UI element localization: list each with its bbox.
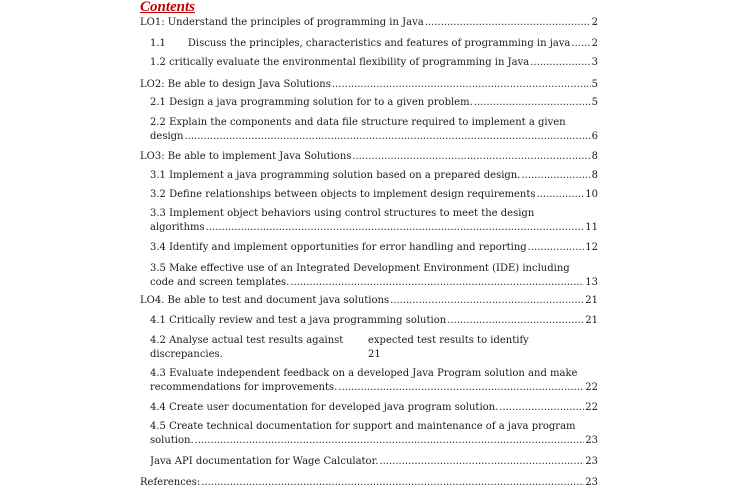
- toc-entry-text: 2.1 Design a java programming solution for to a given problem.: [150, 97, 473, 108]
- toc-entry-text: 3.3 Implement object behaviors using control structures to meet the design: [150, 208, 535, 219]
- toc-entry-text: 4.5 Create technical documentation for support and maintenance of a java program: [150, 421, 576, 432]
- toc-entry-text: 3.2 Define relationships between objects to implement design requirements: [150, 189, 536, 200]
- toc-leader: [474, 96, 591, 110]
- toc-entry-3-5-line2[interactable]: [150, 276, 598, 290]
- toc-entry-text: References:: [140, 477, 201, 488]
- toc-leader: [447, 314, 584, 328]
- toc-entry-lo1[interactable]: [140, 16, 598, 30]
- toc-leader: [537, 188, 585, 202]
- toc-leader: [185, 130, 591, 144]
- toc-page-number: 2: [591, 38, 598, 49]
- toc-leader: [390, 294, 584, 308]
- toc-entry-2-1[interactable]: [150, 96, 598, 110]
- toc-entry-text: algorithms: [150, 222, 205, 233]
- toc-page-number: 23: [585, 456, 598, 467]
- toc-entry-4-1[interactable]: [150, 314, 598, 328]
- toc-entry-4-3-line1[interactable]: [150, 367, 598, 381]
- toc-entry-4-2-part-a2[interactable]: discrepancies.: [150, 349, 223, 360]
- toc-entry-3-2[interactable]: [150, 188, 598, 202]
- toc-leader: [352, 150, 590, 164]
- toc-entry-3-3-line2[interactable]: [150, 221, 598, 235]
- toc-page-number: 5: [591, 79, 598, 90]
- toc-entry-text: solution.: [150, 435, 194, 446]
- toc-page-number: 23: [585, 435, 598, 446]
- toc-page-number: 22: [585, 382, 598, 393]
- toc-page-number: 6: [591, 131, 598, 142]
- toc-entry-text: Java API documentation for Wage Calculator.: [150, 456, 379, 467]
- toc-leader: [290, 276, 584, 290]
- toc-leader: [332, 78, 591, 92]
- toc-page-number: 12: [585, 242, 598, 253]
- toc-entry-text: LO1: Understand the principles of programming in Java: [140, 17, 424, 28]
- toc-entry-2-2-line1[interactable]: [150, 116, 598, 130]
- toc-page-number: 8: [591, 151, 598, 162]
- toc-entry-3-1[interactable]: [150, 169, 598, 183]
- toc-entry-text: 3.5 Make effective use of an Integrated Development Environment (IDE) including: [150, 263, 570, 274]
- toc-entry-text: LO3: Be able to implement Java Solutions: [140, 151, 352, 162]
- toc-page-number: 8: [591, 170, 598, 181]
- toc-entry-text: LO2: Be able to design Java Solutions: [140, 79, 331, 90]
- toc-leader: [195, 434, 585, 448]
- toc-entry-text: LO4. Be able to test and document java solutions: [140, 295, 390, 306]
- toc-leader: [201, 476, 584, 490]
- toc-entry-text: design: [150, 131, 184, 142]
- toc-entry-1-2[interactable]: [150, 56, 598, 70]
- toc-page-number: 23: [585, 477, 598, 488]
- toc-entry-3-3-line1[interactable]: [150, 207, 598, 221]
- toc-entry-text: 4.1 Critically review and test a java programming solution: [150, 315, 447, 326]
- toc-leader: [521, 169, 590, 183]
- toc-entry-4-2-part-a1[interactable]: 4.2 Analyse actual test results against: [150, 335, 344, 346]
- toc-entry-4-4[interactable]: [150, 401, 598, 415]
- toc-leader: [528, 241, 585, 255]
- toc-page-number: 3: [591, 57, 598, 68]
- toc-leader: [379, 455, 584, 469]
- toc-entry-text: 1.2 critically evaluate the environmental flexibility of programming in Java: [150, 57, 530, 68]
- toc-entry-3-4[interactable]: [150, 241, 598, 255]
- toc-leader: [425, 16, 591, 30]
- toc-leader: [530, 56, 590, 70]
- toc-entry-number: 1.1: [150, 38, 166, 49]
- toc-page-number: 10: [585, 189, 598, 200]
- toc-entry-1-1[interactable]: [150, 37, 598, 51]
- toc-entry-references[interactable]: [140, 476, 598, 490]
- toc-entry-text: 4.4 Create user documentation for developed java program solution.: [150, 402, 499, 413]
- toc-page-number: 21: [585, 295, 598, 306]
- toc-leader: [206, 221, 585, 235]
- toc-page-number: 22: [585, 402, 598, 413]
- toc-entry-4-2-part-b2[interactable]: 21: [368, 349, 381, 360]
- toc-entry-text: 3.4 Identify and implement opportunities for error handling and reporting: [150, 242, 527, 253]
- toc-entry-text: 4.3 Evaluate independent feedback on a developed Java Program solution and make: [150, 368, 578, 379]
- toc-entry-lo4[interactable]: [140, 294, 598, 308]
- toc-page-number: 11: [585, 222, 598, 233]
- toc-entry-api[interactable]: [150, 455, 598, 469]
- toc-entry-4-5-line2[interactable]: [150, 434, 598, 448]
- toc-entry-3-5-line1[interactable]: [150, 262, 598, 276]
- contents-title: Contents: [140, 0, 196, 15]
- toc-entry-4-5-line1[interactable]: [150, 420, 598, 434]
- toc-entry-4-3-line2[interactable]: [150, 381, 598, 395]
- toc-entry-text: Discuss the principles, characteristics and features of programming in java: [187, 38, 571, 49]
- toc-entry-text: code and screen templates.: [150, 277, 290, 288]
- toc-entry-2-2-line2[interactable]: [150, 130, 598, 144]
- toc-leader: [499, 401, 584, 415]
- toc-page-number: 2: [591, 17, 598, 28]
- toc-page-number: 13: [585, 277, 598, 288]
- toc-entry-text: 3.1 Implement a java programming solution based on a prepared design.: [150, 170, 521, 181]
- toc-entry-lo3[interactable]: [140, 150, 598, 164]
- toc-entry-text: 2.2 Explain the components and data file structure required to implement a given: [150, 117, 566, 128]
- toc-page-number: 21: [585, 315, 598, 326]
- toc-leader: [338, 381, 584, 395]
- toc-page-number: 5: [591, 97, 598, 108]
- toc-entry-text: recommendations for improvements.: [150, 382, 338, 393]
- toc-entry-4-2-part-b1[interactable]: expected test results to identify: [368, 335, 529, 346]
- toc-leader: [571, 37, 590, 51]
- toc-entry-lo2[interactable]: [140, 78, 598, 92]
